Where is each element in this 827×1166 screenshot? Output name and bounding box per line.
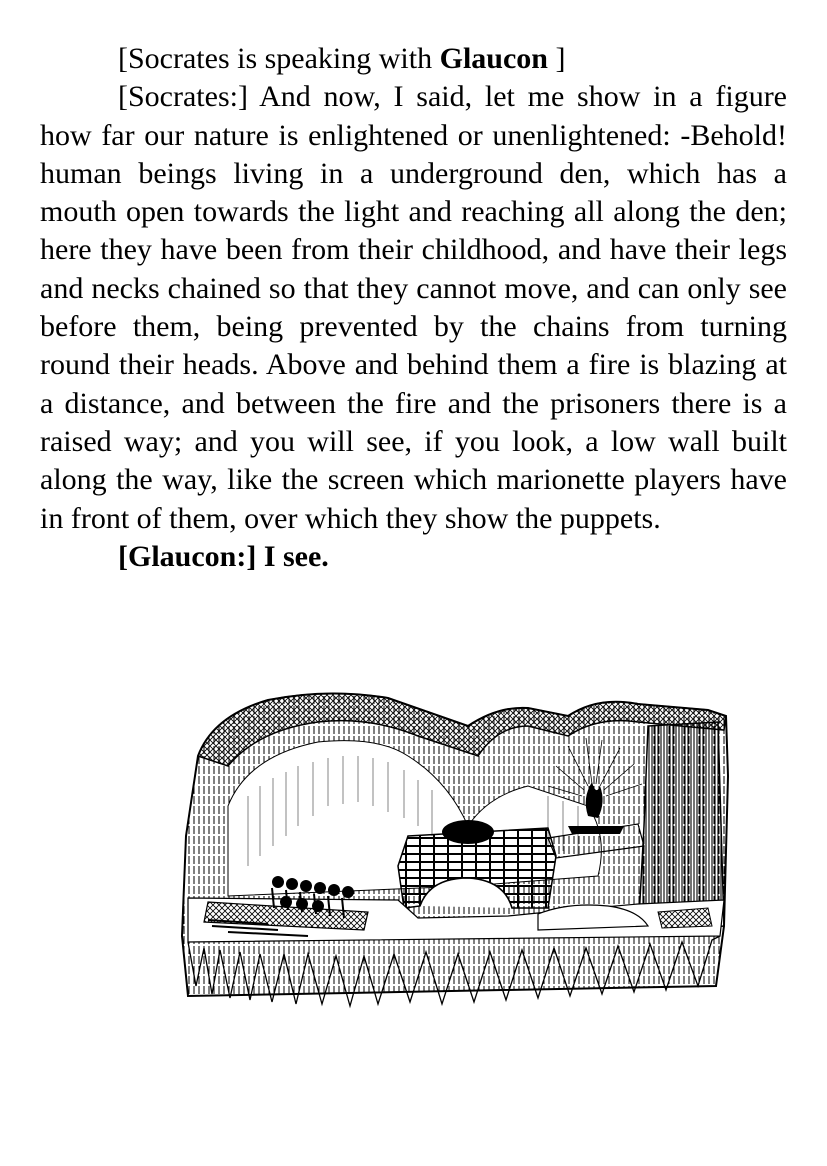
intro-suffix: ] <box>547 42 566 75</box>
intro-line <box>40 40 787 78</box>
cave-drawing <box>168 686 734 1016</box>
intro-prefix: [Socrates is speaking with <box>118 42 440 75</box>
prisoner-head <box>286 878 298 890</box>
floor-rock-small <box>658 908 712 928</box>
cliff-face <box>188 936 720 996</box>
dialogue-text <box>40 40 787 576</box>
prisoner-head <box>342 886 354 898</box>
intro-speaker-name: Glaucon <box>439 42 548 75</box>
glaucon-reply: [Glaucon:] I see. <box>118 539 329 573</box>
prisoner-head <box>300 880 312 892</box>
prisoner-head <box>272 876 284 888</box>
cave-illustration <box>168 686 734 1016</box>
prisoner-head <box>328 884 340 896</box>
socrates-speech: [Socrates:] And now, I said, let me show in a figure how far our nature is enlightened or unenlightened: -Behold! human beings living in a underground den, which has a mouth open towards the light and reaching all along the den; here they have been from their childhood, and have their legs and necks chained so that they cannot move, and can only see before them, being prevented by the chains from turning round their heads. Above and behind them a fire is blazing at a distance, and between the fire and the prisoners there is a raised way; and you will see, if you look, a low wall built along the way, like the screen which marionette players have in front of them, over which they show the puppets. <box>40 80 787 535</box>
prisoner-head <box>314 882 326 894</box>
